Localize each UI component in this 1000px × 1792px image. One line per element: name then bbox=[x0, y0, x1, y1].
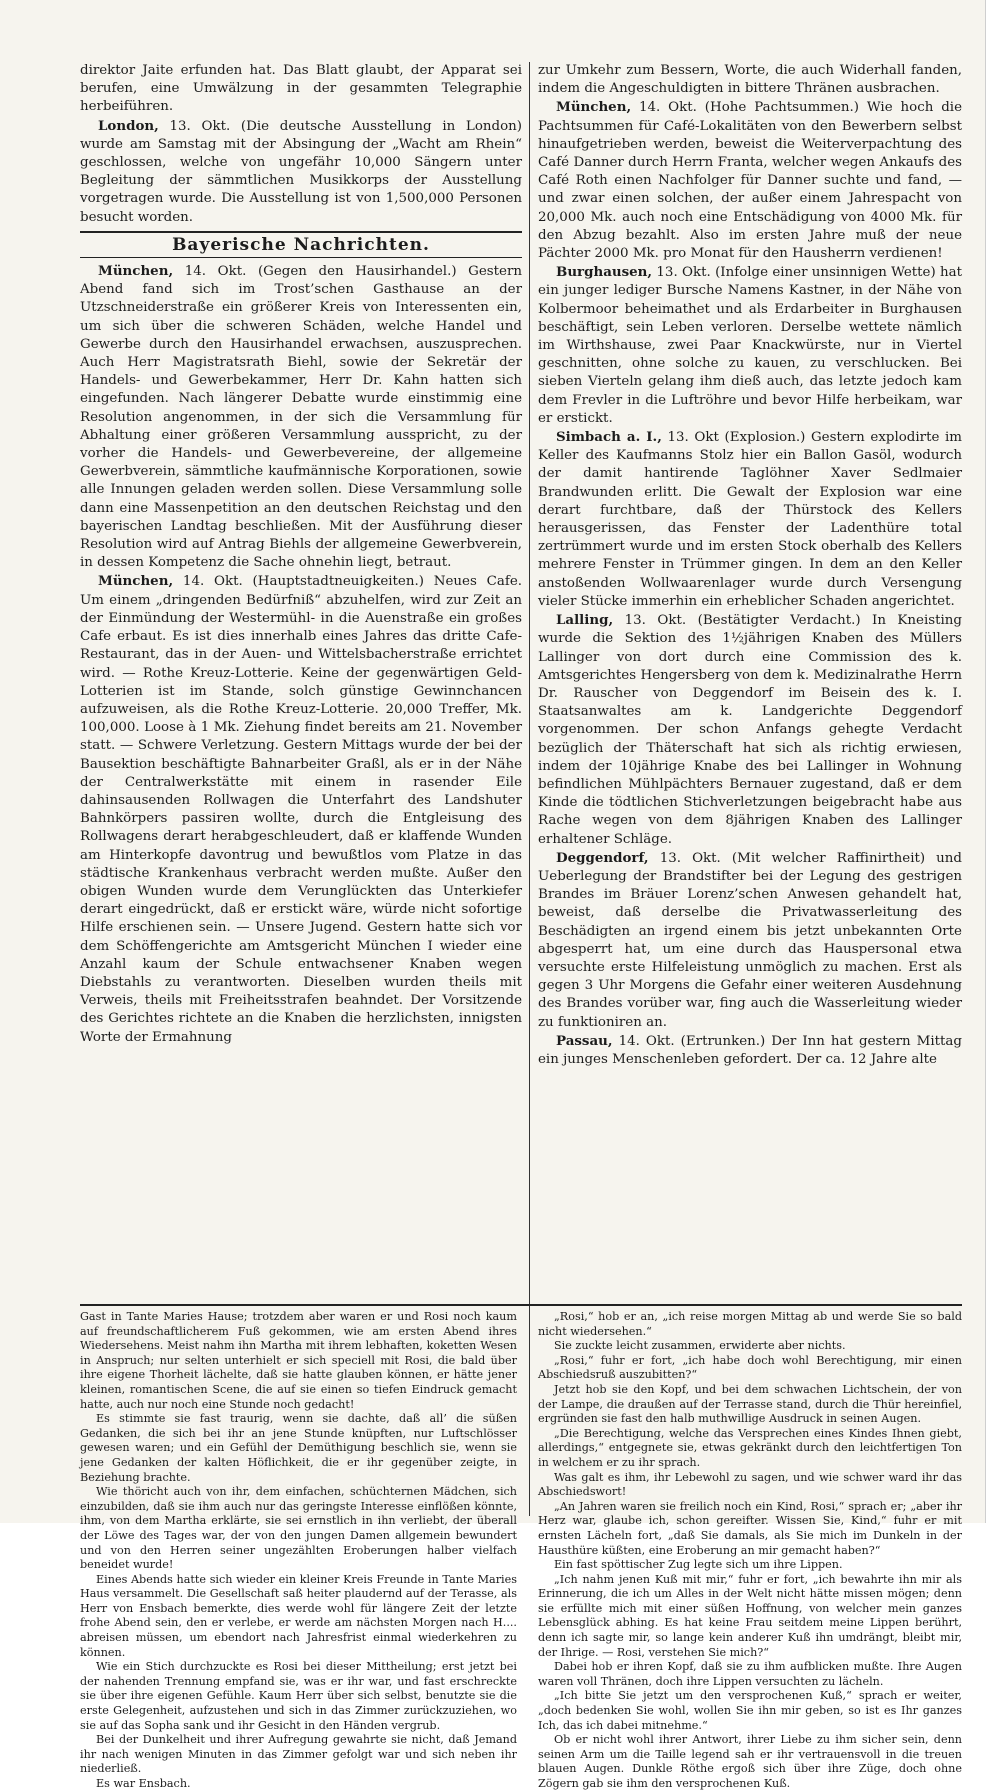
feuilleton-paragraph: Jetzt hob sie den Kopf, und bei dem schwachen Lichtschein, der von der Lampe, die draußen auf der Terrasse stand, durch die Thür hereinfiel, ergründen sie fast den halb muthwillige Ausdruck in seinen Augen. bbox=[538, 1382, 962, 1426]
feuilleton-paragraph: Es war Ensbach. bbox=[96, 1777, 191, 1790]
news-text: 14. Okt. (Hohe Pachtsummen.) Wie hoch die Pachtsummen für Café-Lokalitäten von den Bewerbern selbst hinaufgetrieben werden, beweist die Weiterverpachtung des Café Danner durch Herrn Franta, welcher wegen Ankaufs des Café Roth einen Nachfolger für Danner suchte und fand, — und zwar einen solchen, der außer einem Jahrespacht von 20,000 Mk. auch noch eine Entschädigung von 4000 Mk. für den Abzug bezahlt. Also im ersten Jahre muß der neue Pächter 2000 Mk. pro Monat für den Hausherrn verdienen! bbox=[538, 100, 962, 262]
news-text: 13. Okt. (Die deutsche Ausstellung in London) wurde am Samstag mit der Absingung der „Wacht am Rhein“ geschlossen, welche von ungefähr 10,000 Sängern unter Begleitung der sämmtlichen Musikkorps der Ausstellung vorgetragen wurde. Die Ausstellung ist von 1,500,000 Personen besucht worden. bbox=[80, 118, 522, 225]
dateline: Lalling, bbox=[556, 612, 614, 629]
column-divider bbox=[529, 62, 530, 1322]
carryover-paragraph: direktor Jaite erfunden hat. Das Blatt glaubt, der Apparat sei berufen, eine Umwälzung in der gesammten Telegraphie herbeiführen. bbox=[80, 63, 522, 115]
dateline: Simbach a. I., bbox=[556, 429, 662, 446]
news-item-lalling bbox=[538, 611, 962, 849]
news-item-simbach bbox=[538, 428, 962, 611]
feuilleton-paragraph: Sie zuckte leicht zusammen, erwiderte aber nichts. bbox=[554, 1339, 846, 1353]
news-item-passau bbox=[538, 1032, 962, 1069]
news-item-muenchen-pacht bbox=[538, 98, 962, 263]
left-news-column bbox=[80, 62, 522, 1302]
feuilleton-paragraph: Wie thöricht auch von ihr, dem einfachen, schüchternen Mädchen, sich einzubilden, daß sie ihm auch nur das geringste Interesse einflößen könnte, ihm, von dem Martha erklärte, sie sei ernstlich in ihn verliebt, der überall der Löwe des Tages war, der von den jungen Damen allgemein bewundert und von den Herren seiner ungezählten Eroberungen halber vielfach beneidet wurde! bbox=[80, 1485, 517, 1572]
dateline: München, bbox=[98, 573, 174, 590]
news-item-deggendorf bbox=[538, 849, 962, 1032]
dateline: London, bbox=[98, 117, 159, 134]
feuilleton-paragraph: Gast in Tante Maries Hause; trotzdem aber waren er und Rosi noch kaum auf freundschaftlicherem Fuß gekommen, wie am ersten Abend ihres Wiedersehens. Meist nahm ihn Martha mit ihrem lebhaften, koketten Wesen in Anspruch; nur selten unterhielt er sich speciell mit Rosi, die bald über ihre eigene Thorheit lächelte, daß sie hatte glauben können, er hätte jener kleinen, romantischen Scene, die auf sie einen so tiefen Eindruck gemacht hatte, auch nur noch eine Stunde noch gedacht! bbox=[80, 1310, 517, 1411]
feuilleton-divider bbox=[80, 1304, 962, 1306]
feuilleton-left-column bbox=[80, 1310, 517, 1790]
feuilleton-paragraph: Ein fast spöttischer Zug legte sich um ihre Lippen. bbox=[554, 1558, 843, 1572]
news-item-london bbox=[80, 117, 522, 227]
news-item-burghausen bbox=[538, 263, 962, 428]
feuilleton-paragraph: „Die Berechtigung, welche das Versprechen eines Kindes Ihnen giebt, allerdings,“ entgegnete sie, etwas gekränkt durch den leichtfertigen Ton in welchem er zu ihr sprach. bbox=[538, 1426, 962, 1469]
feuilleton-column-divider bbox=[529, 1306, 530, 1516]
feuilleton-paragraph: Bei der Dunkelheit und ihrer Aufregung gewahrte sie nicht, daß Jemand ihr nach wenigen Minuten in das Zimmer gefolgt war und sich neben ihr niederließ. bbox=[80, 1733, 517, 1776]
news-text: 14. Okt. (Gegen den Hausirhandel.) Gestern Abend fand sich im Trost’schen Gasthause an der Utzschneiderstraße ein größerer Kreis von Interessenten ein, um sich über die schweren Schäden, welche Handel und Gewerbe durch den Hausirhandel erwachsen, auszusprechen. Auch Herr Magistratsrath Biehl, sowie der Sekretär der Handels- und Gewerbekammer, Herr Dr. Kahn hatten sich eingefunden. Nach längerer Debatte wurde einstimmig eine Resolution angenommen, in der sich die Versammlung für Abhaltung einer größeren Versammlung ausspricht, zu der vorher die Handels- und Gewerbevereine, der allgemeine Gewerbverein, sämmtliche kaufmännische Korporationen, sowie alle Innungen geladen werden sollen. Diese Versammlung solle dann eine Massenpetition an den deutschen Reichstag und den bayerischen Landtag beschließen. Mit der Ausführung dieser Resolution wird auf Antrag Biehls der allgemeine Gewerbverein, in dessen Kompetenz die Sache ohnehin liegt, betraut. bbox=[80, 264, 522, 571]
news-item-muenchen-hausirhandel bbox=[80, 262, 522, 572]
dateline: Deggendorf, bbox=[556, 849, 649, 866]
news-text: 14. Okt. (Hauptstadtneuigkeiten.) Neues Cafe. Um einem „dringenden Bedürfniß“ abzuhelfen, wird zur Zeit an der Einmündung der Westermühl- in die Auenstraße ein großes Cafe erbaut. Es ist dies innerhalb eines Jahres das dritte Cafe-Restaurant, das in der Auen- und Wittelsbacherstraße errichtet wird. — Rothe Kreuz-Lotterie. Keine der gegenwärtigen Geld-Lotterien ist im Stande, solch günstige Gewinnchancen aufzuweisen, als die Rothe Kreuz-Lotterie. 20,000 Treffer, Mk. 100,000. Loose à 1 Mk. Ziehung findet bereits am 21. November statt. — Schwere Verletzung. Gestern Mittags wurde der bei der Bausektion beschäftigte Bahnarbeiter Graßl, als er in der Nähe der Centralwerkstätte mit einem in rasender Eile dahinsausenden Rollwagen die Unterfahrt des Landshuter Bahnkörpers passiren wollte, durch die Entgleisung des Rollwagens derart herabgeschleudert, daß er klaffende Wunden am Hinterkopfe davontrug und bewußtlos vom Platze in das städtische Krankenhaus verbracht werden mußte. Außer den obigen Wunden wurde dem Verunglückten das Unterkiefer derart eingedrückt, daß er erstickt wäre, würde nicht sofortige Hilfe erschienen sein. — Unsere Jugend. Gestern hatte sich vor dem Schöffengerichte am Amtsgericht München I wieder eine Anzahl kaum der Schule entwachsener Knaben wegen Diebstahls zu verantworten. Dieselben wurden theils mit Verweis, theils mit Freiheitsstrafen beahndet. Der Vorsitzende des Gerichtes richtete an die Knaben die herzlichsten, innigsten Worte der Ermahnung bbox=[80, 574, 522, 1045]
section-heading: Bayerische Nachrichten. bbox=[80, 231, 522, 258]
feuilleton-paragraph: „An Jahren waren sie freilich noch ein Kind, Rosi,“ sprach er; „aber ihr Herz war, glaube ich, schon gereifter. Wissen Sie, Kind,“ fuhr er mit ernsten Lächeln fort, „daß Sie damals, als Sie mich im Dunkeln in der Hausthüre küßten, eine Eroberung an mir gemacht haben?“ bbox=[538, 1499, 962, 1557]
scan-margin bbox=[985, 0, 1000, 1523]
feuilleton-paragraph: „Ich nahm jenen Kuß mit mir,“ fuhr er fort, „ich bewahrte ihn mir als Erinnerung, die ich um Alles in der Welt nicht hätte missen mögen; denn sie erfüllte mich mit einer süßen Hoffnung, von welcher mein ganzes Lebensglück abhing. Es hat keine Frau seitdem meine Lippen berührt, denn ich sagte mir, so lange kein anderer Kuß ihn umdrängt, bleibt mir, der Ihrige. — Rosi, verstehen Sie mich?“ bbox=[538, 1572, 962, 1659]
feuilleton-paragraph: „Rosi,“ fuhr er fort, „ich habe doch wohl Berechtigung, mir einen Abschiedsruß auszubitten?“ bbox=[538, 1353, 962, 1382]
news-item-muenchen-hauptstadt bbox=[80, 572, 522, 1046]
feuilleton-paragraph: Eines Abends hatte sich wieder ein kleiner Kreis Freunde in Tante Maries Haus versammelt. Die Gesellschaft saß heiter plaudernd auf der Terasse, als Herr von Ensbach bemerkte, dies werde wohl für längere Zeit der letzte frohe Abend sein, den er verlebe, er werde am nächsten Morgen nach H.... abreisen müssen, um ebendort nach Jahresfrist einmal wiederkehren zu können. bbox=[80, 1572, 517, 1659]
feuilleton-paragraph: Dabei hob er ihren Kopf, daß sie zu ihm aufblicken mußte. Ihre Augen waren voll Thränen, doch ihre Lippen versuchten zu lächeln. bbox=[538, 1660, 962, 1688]
feuilleton-paragraph: Was galt es ihm, ihr Lebewohl zu sagen, und wie schwer ward ihr das Abschiedswort! bbox=[538, 1470, 962, 1499]
dateline: München, bbox=[556, 99, 632, 116]
feuilleton-right-column bbox=[538, 1310, 962, 1790]
news-text: 13. Okt. (Mit welcher Raffinirtheit) und Ueberlegung der Brandstifter bei der Legung des gestrigen Brandes im Bräuer Lorenz’schen Anwesen gehandelt hat, beweist, daß derselbe die Privatwasserleitung des Beschädigten an irgend einem bis jetzt unbekannten Orte abgesperrt hat, um eine durch das Hauspersonal etwa versuchte erste Hilfeleistung unmöglich zu machen. Erst als gegen 3 Uhr Morgens die Gefahr einer weiteren Ausdehnung des Brandes vorüber war, fing auch die Wasserleitung wieder zu funktioniren an. bbox=[538, 850, 962, 1030]
feuilleton-paragraph: „Rosi,“ hob er an, „ich reise morgen Mittag ab und werde Sie so bald nicht wiedersehen.“ bbox=[538, 1310, 962, 1338]
dateline: Burghausen, bbox=[556, 264, 653, 281]
news-text: 13. Okt. (Bestätigter Verdacht.) In Kneisting wurde die Sektion des 1½jährigen Knaben des Müllers Lallinger von dort durch eine Commission des k. Amtsgerichtes Hengersberg von dem k. Medizinalrathe Herrn Dr. Rauscher von Deggendorf im Beisein des k. I. Staatsanwaltes am k. Landgerichte Deggendorf vorgenommen. Der schon Anfangs gehegte Verdacht bezüglich der Thäterschaft hat sich als richtig erwiesen, indem der 10jährige Knabe des bei Lallinger in Wohnung befindlichen Mühlpächters Bernauer zugestand, daß er dem Kinde die tödtlichen Stichverletzungen beigebracht habe aus Rache wegen von dem 8jährigen Knaben des Lallinger erhaltener Schläge. bbox=[538, 613, 962, 847]
news-text: 13. Okt (Explosion.) Gestern explodirte im Keller des Kaufmanns Stolz hier ein Ballon Gasöl, wodurch der damit hantirende Taglöhner Xaver Sedlmaier Brandwunden erlitt. Die Gewalt der Explosion war eine derart furchtbare, daß der Thürstock des Kellers herausgerissen, das Fenster der Ladenthüre total zertrümmert wurde und im ersten Stock oberhalb des Kellers mehrere Fenster in Trümmer gingen. In dem an den Keller anstoßenden Wollwaarenlager wurde durch Versengung vieler Stücke immerhin ein erheblicher Schaden angerichtet. bbox=[538, 430, 962, 609]
dateline: München, bbox=[98, 263, 174, 280]
news-text: 14. Okt. (Ertrunken.) Der Inn hat gestern Mittag ein junges Menschenleben gefordert. Der ca. 12 Jahre alte bbox=[538, 1033, 962, 1067]
feuilleton-paragraph: Ob er nicht wohl ihrer Antwort, ihrer Liebe zu ihm sicher sein, denn seinen Arm um die Taille legend sah er ihr vertrauensvoll in die treuen blauen Augen. Dunkle Röthe ergoß sich über ihre Züge, doch ohne Zögern gab sie ihm den versprochenen Kuß. bbox=[538, 1733, 962, 1790]
feuilleton-paragraph: Es stimmte sie fast traurig, wenn sie dachte, daß all’ die süßen Gedanken, die sich bei ihr an jene Stunde knüpften, nur Luftschlösser gewesen waren; und ein Gefühl der Demüthigung beschlich sie, wenn sie jene Gedanken der kalten Höflichkeit, die er ihr gegenüber zeigte, in Beziehung brachte. bbox=[80, 1412, 517, 1484]
carryover-paragraph: zur Umkehr zum Bessern, Worte, die auch Widerhall fanden, indem die Angeschuldigten in bittere Thränen ausbrachen. bbox=[538, 63, 962, 97]
dateline: Passau, bbox=[556, 1032, 613, 1049]
right-news-column bbox=[538, 62, 962, 1302]
feuilleton-paragraph: Wie ein Stich durchzuckte es Rosi bei dieser Mittheilung; erst jetzt bei der nahenden Trennung empfand sie, was er ihr war, und fast erschreckte sie über ihre eigenen Gefühle. Kaum Herr über sich selbst, benutzte sie die erste Gelegenheit, aufzustehen und sich in das Zimmer zurückzuziehen, wo sie auf das Sopha sank und ihr Gesicht in den Händen vergrub. bbox=[80, 1660, 517, 1732]
news-text: 13. Okt. (Infolge einer unsinnigen Wette) hat ein junger lediger Bursche Namens Kastner, in der Nähe von Kolbermoor beheimathet und als Erdarbeiter in Burghausen beschäftigt, sein Leben verloren. Derselbe wettete nämlich im Wirthshause, zwei Paar Knackwürste, nur in Viertel geschnitten, ohne solche zu kauen, zu verschlucken. Bei sieben Vierteln gelang ihm dieß auch, das letzte jedoch kam dem Frevler in die Luftröhre und bevor Hilfe herbeikam, war er erstickt. bbox=[538, 265, 962, 426]
feuilleton-paragraph: „Ich bitte Sie jetzt um den versprochenen Kuß,“ sprach er weiter, „doch bedenken Sie wohl, wollen Sie ihn mir geben, so ist es Ihr ganzes Ich, das ich dabei mitnehme.“ bbox=[538, 1689, 962, 1732]
